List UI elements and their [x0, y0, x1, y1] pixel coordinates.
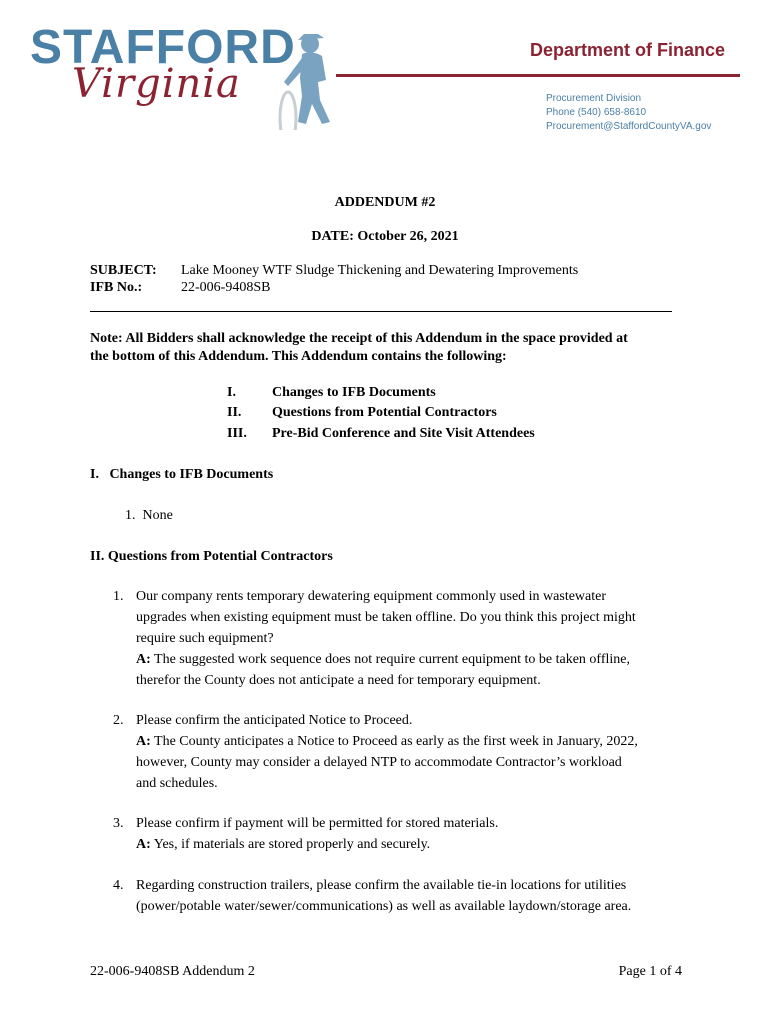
question-number: 1.: [113, 589, 124, 604]
footer-doc-id: 22-006-9408SB Addendum 2: [90, 964, 255, 979]
ifb-value: 22-006-9408SB: [181, 280, 271, 295]
answer-label: A:: [136, 652, 151, 667]
question-line: (power/potable water/sewer/communications) as well as available laydown/storage area.: [136, 899, 632, 914]
answer-line: [136, 834, 430, 855]
toc-item: Changes to IFB Documents: [272, 385, 436, 400]
note-line-2: the bottom of this Addendum. This Addendum contains the following:: [90, 349, 507, 364]
contact-phone: Phone (540) 658-8610: [546, 107, 647, 118]
answer-text: The County anticipates a Notice to Proceed as early as the first week in January, 2022,: [150, 734, 638, 749]
toc-item: Pre-Bid Conference and Site Visit Attendees: [272, 426, 535, 441]
footer-page-number: Page 1 of 4: [618, 964, 682, 979]
question-line: Our company rents temporary dewatering equipment commonly used in wastewater: [136, 589, 607, 604]
subject-value: Lake Mooney WTF Sludge Thickening and Dewatering Improvements: [181, 263, 579, 278]
question-line: Regarding construction trailers, please confirm the available tie-in locations for utilities: [136, 878, 627, 893]
answer-line: and schedules.: [136, 776, 218, 791]
answer-line: [136, 731, 638, 752]
question-number: 3.: [113, 816, 124, 831]
question-number: 4.: [113, 878, 124, 893]
contact-email: Procurement@StaffordCountyVA.gov: [546, 121, 712, 132]
answer-label: A:: [136, 734, 151, 749]
question-number: 2.: [113, 713, 124, 728]
section-separator: [90, 311, 672, 312]
addendum-title: ADDENDUM #2: [334, 195, 436, 210]
question-line: upgrades when existing equipment must be taken offline. Do you think this project might: [136, 610, 636, 625]
answer-label: A:: [136, 837, 151, 852]
answer-line: [136, 649, 630, 670]
question-line: require such equipment?: [136, 631, 274, 646]
logo-virginia-text: Virginia: [72, 61, 241, 107]
section-1-heading: I. Changes to IFB Documents: [90, 467, 274, 482]
logo-stafford-text: STAFFORD: [30, 21, 296, 74]
answer-line: however, County may consider a delayed NTP to accommodate Contractor’s workload: [136, 755, 622, 770]
toc-num: I.: [227, 385, 236, 400]
question-line: Please confirm the anticipated Notice to Proceed.: [136, 713, 413, 728]
contact-division: Procurement Division: [546, 93, 642, 104]
toc-item: Questions from Potential Contractors: [272, 405, 497, 420]
answer-text: The suggested work sequence does not require current equipment to be taken offline,: [150, 652, 631, 667]
logo-figure-icon: [272, 30, 342, 130]
question-line: Please confirm if payment will be permitted for stored materials.: [136, 816, 499, 831]
header-divider: [336, 74, 740, 77]
answer-line: therefor the County does not anticipate a need for temporary equipment.: [136, 673, 541, 688]
toc-num: III.: [227, 426, 247, 441]
section-1-item: 1. None: [125, 508, 173, 523]
answer-text: Yes, if materials are stored properly and securely.: [150, 837, 431, 852]
toc-num: II.: [227, 405, 242, 420]
ifb-label: IFB No.:: [90, 280, 143, 295]
department-title: Department of Finance: [529, 40, 725, 60]
section-2-heading: II. Questions from Potential Contractors: [90, 549, 333, 564]
subject-label: SUBJECT:: [90, 263, 157, 278]
note-line-1: Note: All Bidders shall acknowledge the receipt of this Addendum in the space provided at: [90, 331, 628, 346]
addendum-date: DATE: October 26, 2021: [311, 229, 459, 244]
